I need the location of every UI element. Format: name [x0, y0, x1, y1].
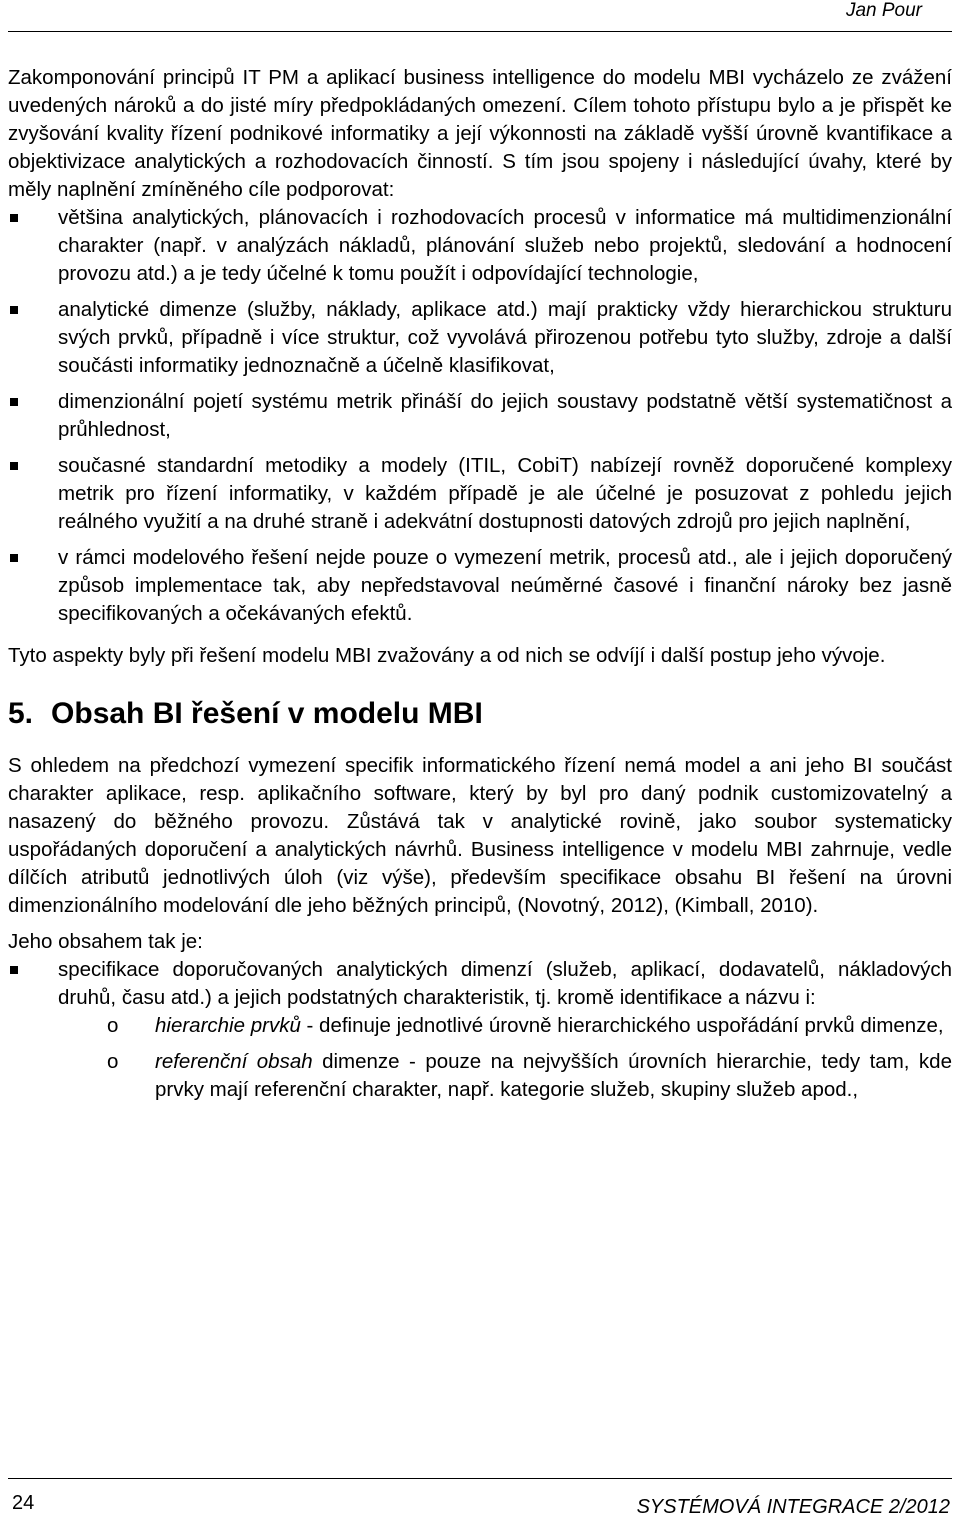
intro-paragraph: Zakomponování principů IT PM a aplikací business intelligence do modelu MBI vycházelo ze zvážení uvedených nároků a do jisté míry předpokládaných omezení. Cílem tohoto přístupu bylo a je přispět ke zvyšování kvality řízení podnikové informatiky a její výkonnosti na základě vyšší úrovně kvantifikace a objektivizace analytických a rozhodovacích činností. S tím jsou spojeny i následující úvahy, které by měly naplnění zmíněného cíle podporovat:	[8, 66, 952, 201]
section-number: 5.	[8, 697, 34, 730]
list-item: dimenzionální pojetí systému metrik přináší do jejich soustavy podstatně větší systematičnost a průhlednost,	[8, 388, 952, 444]
sub-list	[8, 1012, 952, 1104]
circle-bullet-icon: o	[107, 1014, 119, 1037]
circle-bullet-icon: o	[107, 1050, 119, 1073]
page-number: 24	[12, 1492, 35, 1514]
content-intro: Jeho obsahem tak je:	[8, 930, 203, 953]
content-list	[8, 956, 952, 1012]
sub-list-item	[8, 1012, 952, 1040]
journal-name: SYSTÉMOVÁ INTEGRACE 2/2012	[636, 1496, 950, 1518]
list-item: analytické dimenze (služby, náklady, aplikace atd.) mají prakticky vždy hierarchickou strukturu svých prvků, případně i více struktur, což vyvolává přirozenou potřebu tyto služby, zdroje a další součásti informatiky jednoznačně a účelně klasifikovat,	[8, 296, 952, 380]
list-item: současné standardní metodiky a modely (ITIL, CobiT) nabízejí rovněž doporučené komplexy metrik pro řízení informatiky, v každém případě je ale účelné je posuzovat z pohledu jejich reálného využití a na druhé straně i adekvátní dostupnosti datových zdrojů pro jejich naplnění,	[8, 452, 952, 536]
term: hierarchie prvků	[155, 1014, 301, 1037]
running-header-author: Jan Pour	[845, 0, 922, 21]
sub-list-item	[8, 1048, 952, 1104]
page-body	[8, 64, 952, 1104]
list-item: specifikace doporučovaných analytických dimenzí (služeb, aplikací, dodavatelů, nákladových druhů, času atd.) a jejich podstatných charakteristik, tj. kromě identifikace a názvu i:	[8, 956, 952, 1012]
header-divider	[8, 31, 952, 32]
section-body-paragraph: S ohledem na předchozí vymezení specifik informatického řízení nemá model a ani jeho BI součást charakter aplikace, resp. aplikačního software, který by byl pro daný podnik customizovatelný a nasazený do běžného provozu. Zůstává tak v analytické rovině, jako soubor systematicky uspořádaných doporučení a analytických návrhů. Business intelligence v modelu MBI zahrnuje, vedle dílčích atributů jednotlivých úloh (viz výše), především specifikace obsahu BI řešení na úrovni dimenzionálního modelování dle jeho běžných principů, (Novotný, 2012), (Kimball, 2010).	[8, 754, 952, 917]
considerations-list	[8, 204, 952, 628]
list-item: většina analytických, plánovacích i rozhodovacích procesů v informatice má multidimenzionální charakter (např. v analýzách nákladů, plánování služeb nebo projektů, sledování a hodnocení provozu atd.) a je tedy účelné k tomu použít i odpovídající technologie,	[8, 204, 952, 288]
section-heading	[8, 694, 952, 734]
list-item: v rámci modelového řešení nejde pouze o vymezení metrik, procesů atd., ale i jejich doporučený způsob implementace tak, aby nepředstavoval neúměrné časové i finanční nároky bez jasně specifikovaných a očekávaných efektů.	[8, 544, 952, 628]
section-title: Obsah BI řešení v modelu MBI	[51, 697, 483, 730]
aspects-paragraph: Tyto aspekty byly při řešení modelu MBI zvažovány a od nich se odvíjí i další postup jeho vývoje.	[8, 644, 886, 667]
term-description: - definuje jednotlivé úrovně hierarchického uspořádání prvků dimenze,	[300, 1014, 944, 1037]
term: referenční obsah	[155, 1050, 313, 1073]
footer-divider	[8, 1478, 952, 1479]
term-description: dimenze - pouze na nejvyšších úrovních hierarchie, tedy tam, kde prvky mají referenční charakter, např. kategorie služeb, skupiny služeb apod.,	[155, 1050, 952, 1101]
